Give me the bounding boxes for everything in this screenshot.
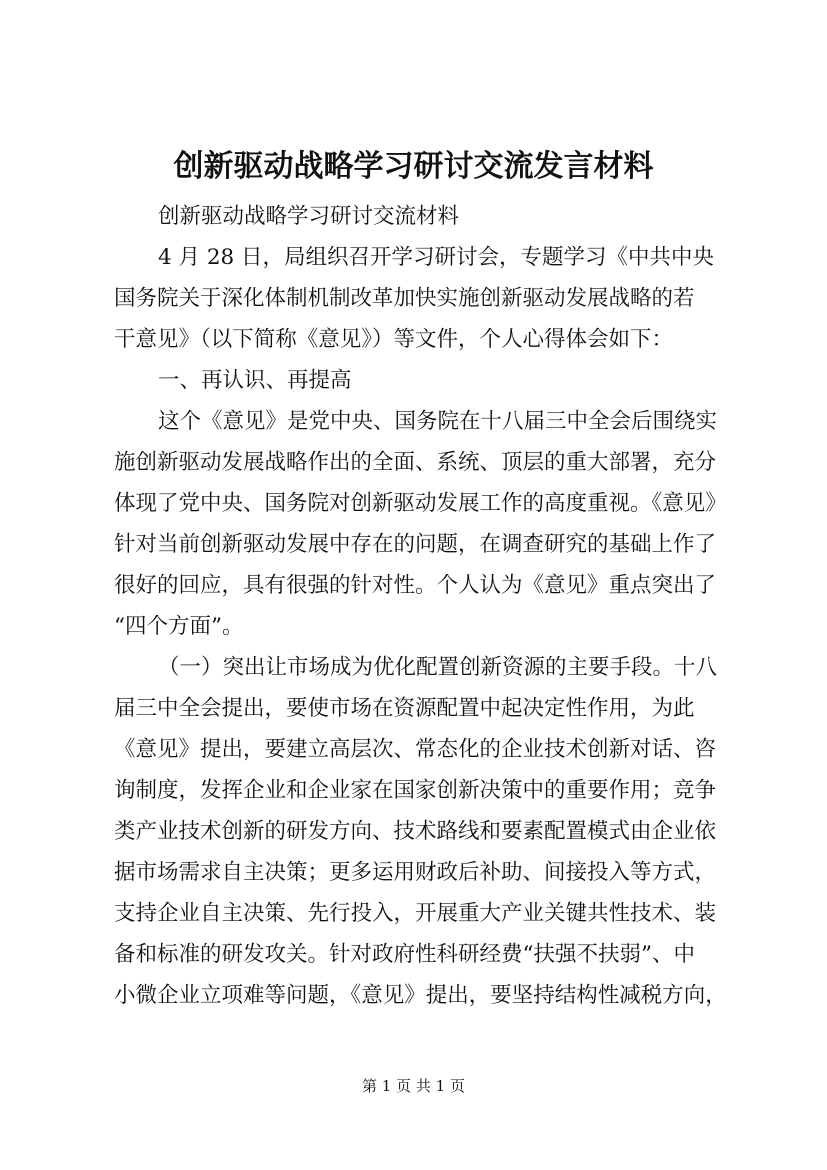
text-line: 国务院关于深化体制机制改革加快实施创新驱动发展战略的若 xyxy=(114,286,695,311)
text-line: 这个《意见》是党中央、国务院在十八届三中全会后围绕实 xyxy=(158,409,718,434)
text-line: 体现了党中央、国务院对创新驱动发展工作的高度重视。《意见》 xyxy=(114,491,727,516)
text-line: 创新驱动战略学习研讨交流材料 xyxy=(158,204,460,229)
text-line: 《意见》提出，要建立高层次、常态化的企业技术创新对话、咨 xyxy=(114,737,717,762)
text-line: 备和标准的研发攻关。针对政府性科研经费“扶强不扶弱”、中 xyxy=(114,942,695,967)
text-line: 支持企业自主决策、先行投入，开展重大产业关键共性技术、装 xyxy=(114,901,717,926)
page-number-footer: 第 1 页 共 1 页 xyxy=(362,1077,465,1095)
text-line: 干意见》（以下简称《意见》）等文件，个人心得体会如下： xyxy=(114,327,674,352)
text-line: 施创新驱动发展战略作出的全面、系统、顶层的重大部署，充分 xyxy=(114,450,717,475)
text-line: （一）突出让市场成为优化配置创新资源的主要手段。十八 xyxy=(158,655,718,680)
text-line: 询制度，发挥企业和企业家在国家创新决策中的重要作用；竞争 xyxy=(114,778,717,803)
text-line: 据市场需求自主决策；更多运用财政后补助、间接投入等方式， xyxy=(114,860,717,885)
text-line: 类产业技术创新的研发方向、技术路线和要素配置模式由企业依 xyxy=(114,819,717,844)
text-line: 针对当前创新驱动发展中存在的问题，在调查研究的基础上作了 xyxy=(114,532,717,557)
text-line: 一、再认识、再提高 xyxy=(158,368,352,393)
document-body xyxy=(114,196,740,1016)
text-line: 很好的回应，具有很强的针对性。个人认为《意见》重点突出了 xyxy=(114,573,717,598)
document-title: 创新驱动战略学习研讨交流发言材料 xyxy=(173,149,654,184)
text-line: 届三中全会提出，要使市场在资源配置中起决定性作用，为此 xyxy=(114,696,695,721)
text-line: “四个方面”。 xyxy=(114,614,244,639)
text-line: 4 月 28 日，局组织召开学习研讨会，专题学习《中共中央 xyxy=(158,245,715,270)
text-line: 小微企业立项难等问题，《意见》提出，要坚持结构性减税方向， xyxy=(114,983,727,1008)
